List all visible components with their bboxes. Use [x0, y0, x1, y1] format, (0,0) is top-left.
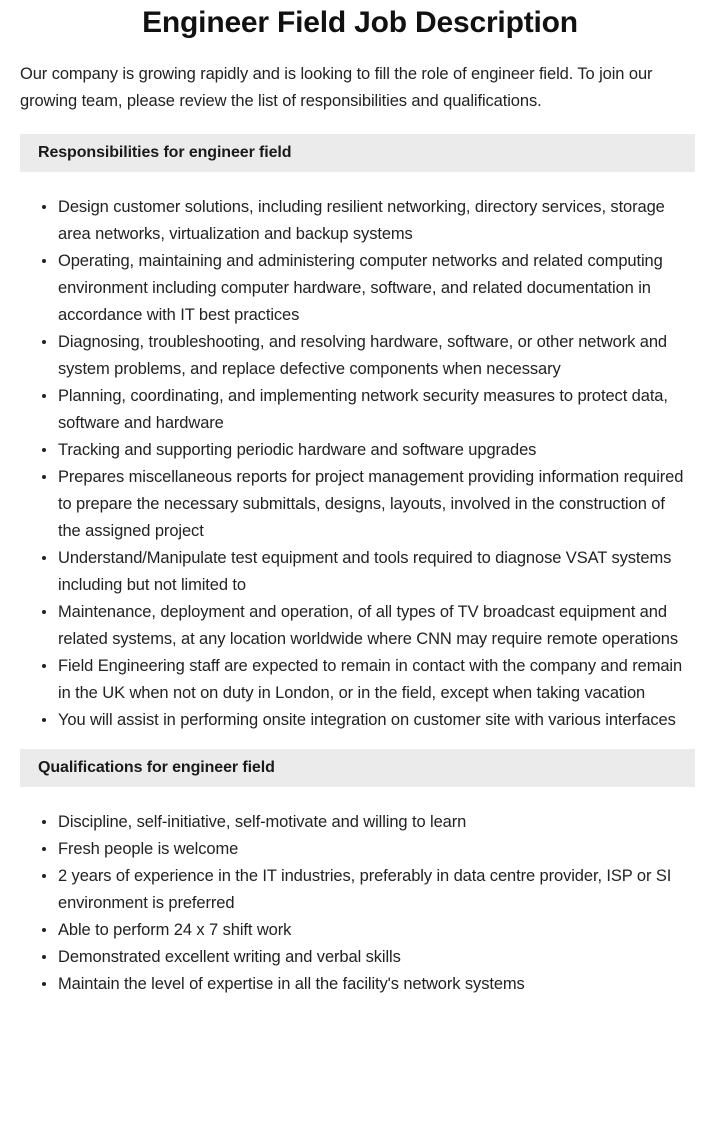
list-item: Fresh people is welcome: [42, 836, 690, 863]
responsibilities-list: [0, 172, 720, 734]
section-responsibilities: [0, 115, 720, 734]
list-item: Demonstrated excellent writing and verbal skills: [42, 944, 690, 971]
section-qualifications: [0, 734, 720, 998]
list-item: Able to perform 24 x 7 shift work: [42, 917, 690, 944]
section-heading-label: Qualifications for engineer field: [38, 759, 275, 776]
intro-paragraph: Our company is growing rapidly and is looking to fill the role of engineer field. To join our growing team, please review the list of responsibilities and qualifications.: [20, 65, 653, 110]
list-item: Discipline, self-initiative, self-motivate and willing to learn: [42, 809, 690, 836]
section-header-qualifications: [20, 749, 695, 787]
list-item: Field Engineering staff are expected to remain in contact with the company and remain in the UK when not on duty in London, or in the field, except when taking vacation: [42, 653, 690, 707]
qualifications-list: [0, 787, 720, 998]
list-item: Understand/Manipulate test equipment and tools required to diagnose VSAT systems including but not limited to: [42, 545, 690, 599]
list-item: Maintenance, deployment and operation, of all types of TV broadcast equipment and related systems, at any location worldwide where CNN may require remote operations: [42, 599, 690, 653]
list-item: Diagnosing, troubleshooting, and resolving hardware, software, or other network and system problems, and replace defective components when necessary: [42, 329, 690, 383]
section-heading-label: Responsibilities for engineer field: [38, 144, 292, 161]
page-title: Engineer Field Job Description: [142, 6, 578, 39]
list-item: Planning, coordinating, and implementing network security measures to protect data, software and hardware: [42, 383, 690, 437]
section-header-responsibilities: [20, 134, 695, 172]
list-item: Operating, maintaining and administering computer networks and related computing environment including computer hardware, software, and related documentation in accordance with IT best practices: [42, 248, 690, 329]
list-item: Prepares miscellaneous reports for project management providing information required to prepare the necessary submittals, designs, layouts, involved in the construction of the assigned project: [42, 464, 690, 545]
list-item: Design customer solutions, including resilient networking, directory services, storage area networks, virtualization and backup systems: [42, 194, 690, 248]
list-item: Maintain the level of expertise in all the facility's network systems: [42, 971, 690, 998]
list-item: You will assist in performing onsite integration on customer site with various interfaces: [42, 707, 690, 734]
list-item: Tracking and supporting periodic hardware and software upgrades: [42, 437, 690, 464]
list-item: 2 years of experience in the IT industries, preferably in data centre provider, ISP or SI environment is preferred: [42, 863, 690, 917]
